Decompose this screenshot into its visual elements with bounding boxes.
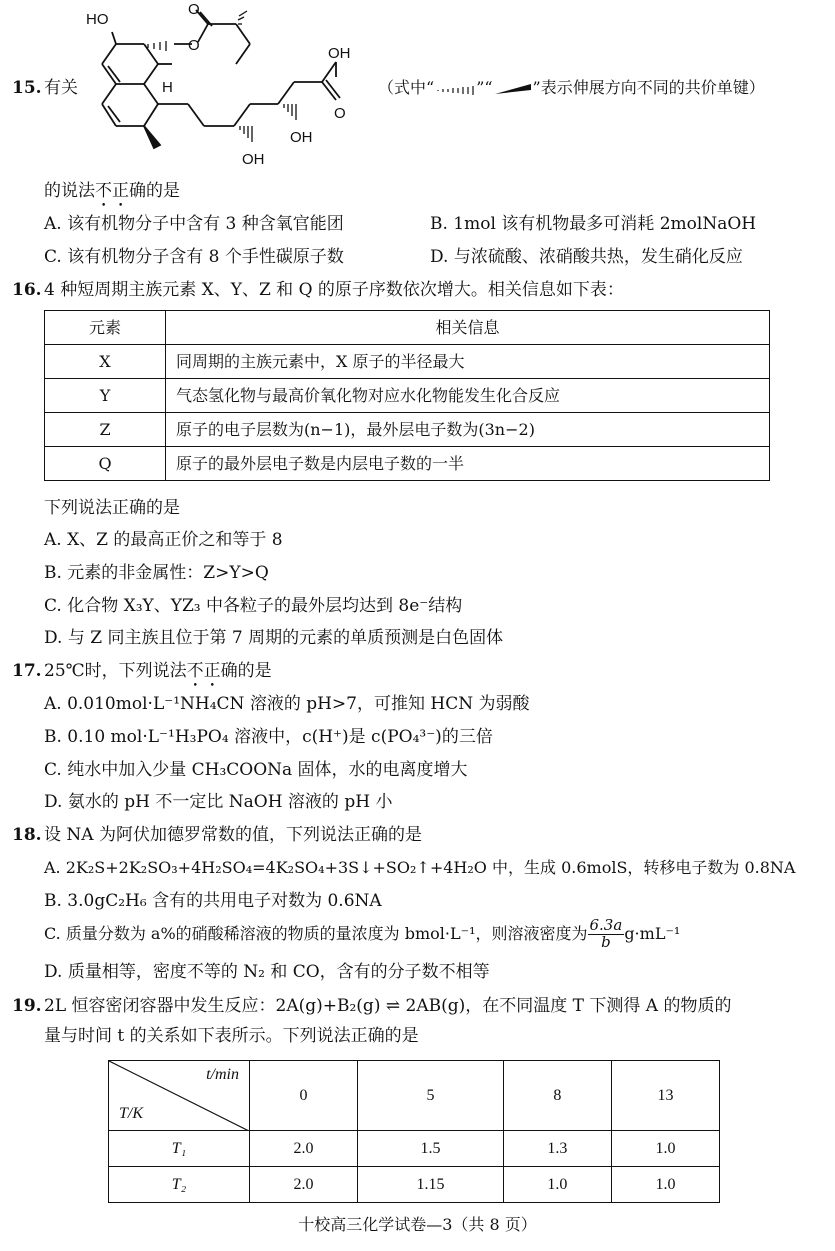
q15-bond-note: （式中“ ”“ ”表示伸展方向不同的共价单键）: [378, 78, 765, 97]
table-row: [45, 345, 770, 379]
table-header-time: 13: [611, 1061, 719, 1131]
mol-label-oh-1: OH: [242, 151, 265, 168]
table-cell-info: 原子的最外层电子数是内层电子数的一半: [166, 447, 770, 481]
table-cell: 1.0: [611, 1167, 719, 1203]
mol-label-o-ester: O: [188, 37, 200, 54]
q19-stem-line2: 量与时间 t 的关系如下表所示。下列说法正确的是: [44, 1026, 419, 1046]
table-row-label: T₁: [109, 1131, 250, 1167]
table-row: [109, 1131, 720, 1167]
q17-number: 17.: [12, 661, 42, 681]
table-corner-cell: [109, 1061, 250, 1131]
q15-option-b: B. 1mol 该有机物最多可消耗 2molNaOH: [430, 214, 757, 234]
q16-option-b: B. 元素的非金属性：Z>Y>Q: [44, 563, 269, 583]
wedge-bond-icon: [493, 82, 533, 96]
table-header-info: 相关信息: [166, 311, 770, 345]
table-header-row: [45, 311, 770, 345]
q17-option-c: C. 纯水中加入少量 CH₃COONa 固体，水的电离度增大: [44, 760, 468, 780]
table-header-time: 0: [250, 1061, 358, 1131]
table-cell: 2.0: [250, 1131, 358, 1167]
q17-option-d: D. 氨水的 pH 不一定比 NaOH 溶液的 pH 小: [44, 792, 393, 812]
mol-label-h: H: [162, 79, 173, 96]
q15-stem: 的说法不正确的是: [44, 181, 180, 201]
table-cell-info: 同周期的主族元素中，X 原子的半径最大: [166, 345, 770, 379]
table-cell-element: Z: [45, 413, 166, 447]
q19-number: 19.: [12, 996, 42, 1016]
table-cell: 2.0: [250, 1167, 358, 1203]
corner-time-label: t/min: [206, 1066, 239, 1083]
mol-label-o-acid: O: [334, 105, 346, 122]
mol-label-oh-2: OH: [290, 129, 313, 146]
table-header-time: 5: [358, 1061, 504, 1131]
q19-stem-line1: 2L 恒容密闭容器中发生反应：2A(g)+B₂(g) ⇌ 2AB(g)，在不同温度 T 下测得 A 的物质的: [44, 996, 732, 1016]
table-cell: 1.0: [503, 1167, 611, 1203]
table-cell-info: 原子的电子层数为(n−1)，最外层电子数为(3n−2): [166, 413, 770, 447]
q16-question: 下列说法正确的是: [44, 498, 180, 518]
q16-option-c: C. 化合物 X₃Y、YZ₃ 中各粒子的最外层均达到 8e⁻结构: [44, 596, 463, 616]
table-header-row: [109, 1061, 720, 1131]
table-row: [45, 379, 770, 413]
hashed-bond-icon: [434, 82, 476, 96]
page-footer: 十校高三化学试卷—3（共 8 页）: [298, 1215, 537, 1234]
table-cell-element: X: [45, 345, 166, 379]
q16-element-table: [44, 310, 770, 481]
q19-data-table: [108, 1060, 720, 1203]
q18-number: 18.: [12, 825, 42, 845]
mol-label-o-carbonyl: O: [188, 2, 200, 18]
q15-option-a: A. 该有机物分子中含有 3 种含氧官能团: [44, 214, 344, 234]
table-row: [109, 1167, 720, 1203]
mol-label-ho: HO: [86, 11, 109, 28]
q18-option-b: B. 3.0gC₂H₆ 含有的共用电子对数为 0.6NA: [44, 891, 382, 911]
q17-stem: 25℃时，下列说法不正确的是: [44, 661, 272, 681]
q15-option-c: C. 该有机物分子含有 8 个手性碳原子数: [44, 247, 344, 267]
q18-option-a: A. 2K₂S+2K₂SO₃+4H₂SO₄=4K₂SO₄+3S↓+SO₂↑+4H₂O 中，生成 0.6molS，转移电子数为 0.8NA: [44, 858, 796, 877]
density-fraction: $\frac{6.3a}{b}$: [589, 916, 623, 951]
table-cell: 1.5: [358, 1131, 504, 1167]
q16-number: 16.: [12, 280, 42, 300]
table-cell-element: Y: [45, 379, 166, 413]
q17-option-a: A. 0.010mol·L⁻¹NH₄CN 溶液的 pH>7，可推知 HCN 为弱酸: [44, 694, 530, 714]
corner-temp-label: T/K: [119, 1105, 144, 1122]
table-header-element: 元素: [45, 311, 166, 345]
table-cell: 1.0: [611, 1131, 719, 1167]
table-row: [45, 413, 770, 447]
q16-stem: 4 种短周期主族元素 X、Y、Z 和 Q 的原子序数依次增大。相关信息如下表：: [44, 280, 624, 300]
mol-label-oh-acid: OH: [328, 45, 351, 62]
q18-option-c: C. 质量分数为 a%的硝酸稀溶液的物质的量浓度为 bmol·L⁻¹，则溶液密度为 $\frac{6.3a}{b}$ g·mL⁻¹: [44, 916, 681, 951]
q18-option-d: D. 质量相等，密度不等的 N₂ 和 CO，含有的分子数不相等: [44, 962, 490, 982]
table-cell: 1.3: [503, 1131, 611, 1167]
table-cell: 1.15: [358, 1167, 504, 1203]
table-row-label: T₂: [109, 1167, 250, 1203]
table-cell-element: Q: [45, 447, 166, 481]
table-row: [45, 447, 770, 481]
q18-stem: 设 NA 为阿伏加德罗常数的值，下列说法正确的是: [44, 825, 422, 845]
q16-option-a: A. X、Z 的最高正价之和等于 8: [44, 530, 283, 550]
q15-option-d: D. 与浓硫酸、浓硝酸共热，发生硝化反应: [430, 247, 743, 267]
q17-option-b: B. 0.10 mol·L⁻¹H₃PO₄ 溶液中，c(H⁺)是 c(PO₄³⁻)的三倍: [44, 727, 493, 747]
table-header-time: 8: [503, 1061, 611, 1131]
q16-option-d: D. 与 Z 同主族且位于第 7 周期的元素的单质预测是白色固体: [44, 628, 504, 648]
q15-number: 15.: [12, 78, 42, 98]
table-cell-info: 气态氢化物与最高价氧化物对应水化物能发生化合反应: [166, 379, 770, 413]
q15-lead: 有关: [44, 78, 78, 98]
q15-molecule-structure: [84, 2, 374, 180]
